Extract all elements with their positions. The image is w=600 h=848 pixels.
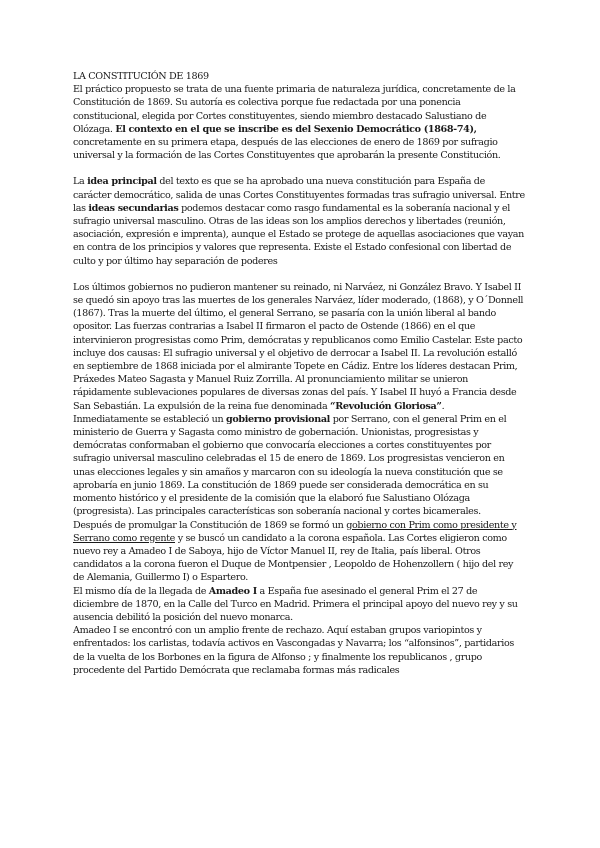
text-span: Los últimos gobiernos no pudieron mantener su reinado, ni Narváez, ni González Bravo. Y Isabel II se quedó sin apoyo tras las muertes de los generales Narváez, líder moderado, (1868), y O´Donnell (1867). Tras la muerte del último, el general Serrano, se pasaría con la unión liberal al bando opositor. Las fuerzas contrarias a Isabel II firmaron el pacto de Ostende (1866) en el que intervinieron progresistas como Prim, demócratas y republicanos como Emilio Castelar. Este pacto incluye dos causas: El sufragio universal y el objetivo de derrocar a Isabel II. La revolución estalló en septiembre de 1868 iniciada por el almirante Topete en Cádiz. Entre los líderes destacan Prim, Práxedes Mateo Sagasta y Manuel Ruiz Zorrilla. Al pronunciamiento militar se unieron rápidamente sublevaciones populares de diversas zonas del país. Y Isabel II huyó a Francia desde San Sebastián. La expulsión de la reina fue denominada	[73, 281, 524, 412]
bold-span: El contexto en el que se inscribe es del Sexenio Democrático (1868-74),	[115, 123, 477, 135]
text-span: y se buscó un candidato a la corona española. Las Cortes eligieron como nuevo rey a Amadeo I de Saboya, hijo de Víctor Manuel II, rey de Italia, país liberal. Otros candidatos a la corona fueron el Duque de Montpensier , Leopoldo de Hohenzollern ( hijo del rey de Alemania, Guillermo I) o Espartero.	[73, 532, 514, 584]
bold-span: “Revolución Gloriosa”	[330, 400, 442, 412]
underlined-span: gobierno con Prim como presidente y Serrano como regente	[73, 519, 517, 544]
document-body	[73, 70, 525, 677]
text-span: .	[441, 400, 445, 412]
paragraph-gap	[73, 162, 525, 175]
text-span: La	[73, 176, 85, 188]
paragraph-context	[73, 281, 525, 413]
text-span: El práctico propuesto se trata de una fuente primaria de naturaleza jurídica, concretamente de la Constitución de 1869. Su autoría es colectiva porque fue redactada por una ponencia constitucional, elegida por Cortes constituyentes, siendo miembro destacado Salustiano de Olózaga.	[73, 84, 516, 135]
paragraph-regency	[73, 519, 525, 585]
paragraph-gap	[73, 268, 525, 281]
bold-span: idea principal	[87, 176, 157, 188]
bold-span: gobierno provisional	[225, 413, 330, 425]
paragraph-intro	[73, 83, 525, 162]
bold-span: Amadeo I	[208, 585, 257, 597]
text-span: a España fue asesinado el general Prim el 27 de diciembre de 1870, en la Calle del Turco en Madrid. Primera el principal apoyo del nuevo rey y su ausencia debilitó la posición del nuevo monarca.	[73, 585, 518, 623]
paragraph-opposition: Amadeo I se encontró con un amplio frente de rechazo. Aquí estaban grupos variopintos y enfrentados: los carlistas, todavía activos en Vascongadas y Navarra; los “alfonsinos”, partidarios de la vuelta de los Borbones en la figura de Alfonso ; y finalmente los republicanos , grupo procedente del Partido Demócrata que reclamaba formas más radicales	[73, 625, 514, 676]
text-span: por Serrano, con el general Prim en el ministerio de Guerra y Sagasta como ministro de gobernación. Unionistas, progresistas y demócratas conformaban el gobierno que convocaría elecciones a cortes constituyentes por sufragio universal masculino celebradas el 15 de enero de 1869. Los progresistas vencieron en unas elecciones legales y sin amaños y marcaron con su ideología la nueva constitución que se aprobaría en junio 1869. La constitución de 1869 puede ser considerada democrática en su momento histórico y el presidente de la comisión que la elaboró fue Salustiano Olózaga (progresista). Las principales características son soberanía nacional y cortes bicamerales.	[73, 413, 507, 518]
paragraph-amadeo	[73, 585, 525, 625]
document-title: LA CONSTITUCIÓN DE 1869	[73, 71, 209, 82]
bold-span: ideas secundarias	[88, 202, 179, 214]
text-span: El mismo día de la llegada de	[73, 585, 207, 597]
text-span: concretamente en su primera etapa, después de las elecciones de enero de 1869 por sufragio universal y la formación de las Cortes Constituyentes que aprobarán la presente Constitución.	[73, 137, 501, 162]
paragraph-ideas	[73, 175, 525, 267]
text-span: Inmediatamente se estableció un	[73, 413, 224, 425]
paragraph-provisional	[73, 413, 525, 519]
text-span: podemos destacar como rasgo fundamental es la soberanía nacional y el sufragio universal masculino. Otras de las ideas son los amplios derechos y libertades (reunión, asociación, expresión e imprenta), aunque el Estado se protege de aquellas asociaciones que vayan en contra de los principios y valores que representa. Existe el Estado confesional con libertad de culto y por último hay separación de poderes	[73, 202, 524, 267]
text-span: Después de promulgar la Constitución de 1869 se formó un	[73, 519, 344, 531]
text-span: del texto es que se ha aprobado una nueva constitución para España de carácter democrático, salida de unas Cortes Constituyentes formadas tras sufragio universal. Entre las	[73, 176, 525, 214]
